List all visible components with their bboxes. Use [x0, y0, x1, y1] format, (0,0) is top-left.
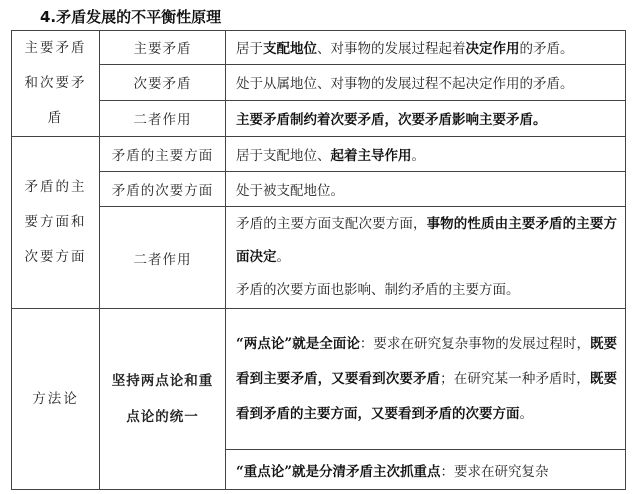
label-text: 矛盾的主要方面	[111, 148, 214, 164]
text: 。	[411, 148, 425, 164]
label-text: 二者作用	[133, 251, 192, 268]
bold-text: 既要看到主要矛盾，又要看到次要矛盾	[236, 335, 618, 387]
bold-text: 事物的性质由主要矛盾的主要方面决定	[236, 216, 618, 265]
text: ：要求在研究复杂	[440, 463, 549, 480]
text: 处于被支配地位。	[236, 183, 344, 199]
label-cell	[100, 172, 226, 207]
label-cell	[100, 137, 226, 172]
table-row	[12, 309, 626, 450]
bold-text: 决定作用	[465, 41, 520, 58]
text: 的矛盾。	[519, 41, 574, 58]
content-cell	[226, 137, 626, 172]
label-text: 坚持两点论和重点论的统一	[111, 373, 214, 425]
table-row	[12, 100, 626, 136]
text: ；在研究某一种矛盾时，	[440, 370, 590, 387]
content-cell	[226, 207, 626, 309]
table-row	[12, 31, 626, 65]
heading-aspects	[12, 137, 100, 309]
table-row	[12, 137, 626, 172]
content-cell	[226, 31, 626, 65]
content-cell	[226, 100, 626, 136]
principle-table	[11, 30, 626, 490]
bold-text: “重点论”就是分清矛盾主次抓重点	[236, 463, 441, 480]
bold-text: 主要矛盾制约着次要矛盾，次要矛盾影响主要矛盾。	[236, 112, 547, 129]
bold-text: 既要看到矛盾的主要方面，又要看到矛盾的次要方面	[236, 370, 618, 422]
label-cell	[100, 100, 226, 136]
label-cell	[100, 31, 226, 65]
label-cell	[100, 64, 226, 100]
content-cell	[226, 64, 626, 100]
paragraph	[236, 208, 617, 274]
text: 、对事物的发展过程起着	[317, 41, 466, 58]
heading-method	[12, 309, 100, 490]
section-title: 4.矛盾发展的不平衡性原理	[40, 8, 222, 26]
table-row	[12, 207, 626, 309]
heading-text: 主要矛盾和次要矛盾	[24, 40, 87, 126]
label-text: 矛盾的次要方面	[111, 183, 214, 199]
paragraph	[236, 327, 617, 432]
label-text: 主要矛盾	[133, 41, 192, 58]
content-cell	[226, 450, 626, 490]
heading-text: 矛盾的主要方面和次要方面	[24, 179, 87, 265]
text: 居于	[236, 41, 263, 58]
bold-text: “两点论”就是全面论	[236, 335, 360, 352]
text: 居于支配地位、	[236, 148, 331, 164]
content-cell	[226, 309, 626, 450]
text: 处于从属地位、对事物的发展过程不起决定作用的矛盾。	[236, 76, 574, 93]
bold-text: 起着主导作用	[330, 148, 412, 164]
text: ：要求在研究复杂事物的发展过程时，	[359, 335, 590, 352]
paragraph	[236, 274, 617, 307]
text: 。	[519, 405, 533, 422]
label-text: 次要矛盾	[133, 76, 192, 93]
text: 矛盾的主要方面支配次要方面，	[236, 216, 427, 232]
label-cell	[100, 207, 226, 309]
table-row	[12, 172, 626, 207]
label-text: 二者作用	[133, 112, 192, 129]
heading-major-minor	[12, 31, 100, 137]
bold-text: 支配地位	[263, 41, 317, 58]
text: 矛盾的次要方面也影响、制约矛盾的主要方面。	[236, 282, 520, 298]
method-label-cell	[100, 309, 226, 490]
table-row	[12, 64, 626, 100]
content-cell	[226, 172, 626, 207]
heading-text: 方法论	[32, 390, 79, 407]
text: 。	[276, 249, 290, 265]
